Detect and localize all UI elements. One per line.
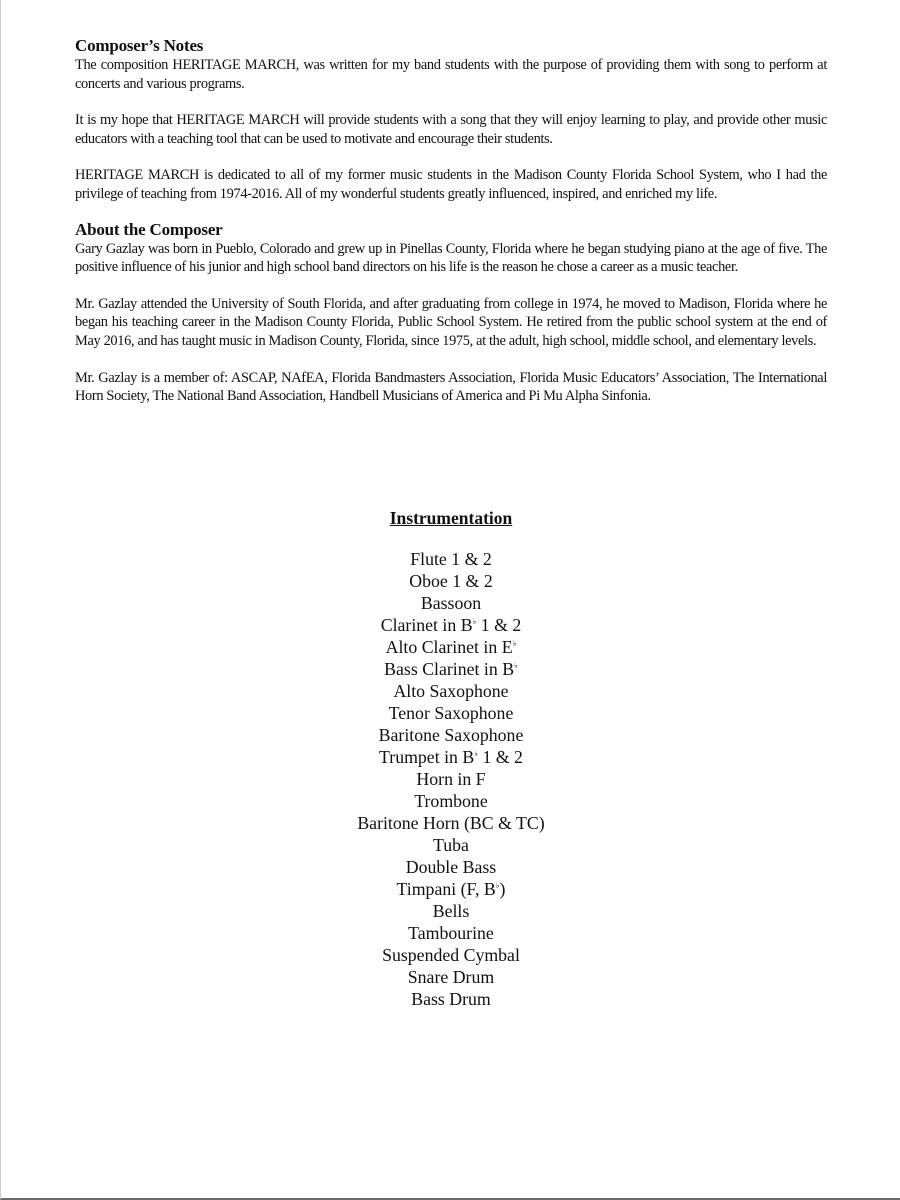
instrument-name: Alto Saxophone bbox=[393, 681, 509, 701]
instrument-name: Trombone bbox=[414, 791, 488, 811]
instrument-item bbox=[1, 724, 900, 746]
instrument-suffix: 1 & 2 bbox=[476, 615, 522, 635]
composers-notes-paragraph: HERITAGE MARCH is dedicated to all of my former music students in the Madison County Florida School System, who I had the privilege of teaching from 1974-2016. All of my wonderful students greatly influenced, inspired, and enriched my life. bbox=[75, 167, 827, 202]
flat-sign: ♭ bbox=[474, 749, 478, 758]
instrument-item bbox=[1, 680, 900, 702]
instrument-item bbox=[1, 988, 900, 1010]
instrumentation-title: Instrumentation bbox=[389, 508, 513, 528]
about-composer-paragraph: Gary Gazlay was born in Pueblo, Colorado and grew up in Pinellas County, Florida where he began studying piano at the age of five. The positive influence of his junior and high school band directors on his life is the reason he chose a career as a music teacher. bbox=[75, 240, 827, 276]
instrument-item bbox=[1, 834, 900, 856]
instrument-item bbox=[1, 900, 900, 922]
instrument-suffix: 1 & 2 bbox=[478, 747, 523, 767]
instrument-name: Timpani (F, B bbox=[396, 879, 496, 899]
instrument-item bbox=[1, 812, 900, 834]
instrument-item bbox=[1, 922, 900, 944]
about-composer-paragraph: Mr. Gazlay is a member of: ASCAP, NAfEA, Florida Bandmasters Association, Florida Music Educators’ Association, The International Horn Society, The National Band Association, Handbell Musicians of America and Pi Mu Alpha Sinfonia. bbox=[75, 369, 827, 405]
instrument-name: Oboe 1 & 2 bbox=[409, 571, 493, 591]
flat-sign: ♭ bbox=[514, 661, 518, 670]
instrument-name: Clarinet in B bbox=[380, 615, 473, 635]
instrument-item bbox=[1, 702, 900, 724]
instrument-name: Tuba bbox=[433, 835, 469, 855]
instrumentation-section bbox=[1, 506, 900, 1010]
instrument-name: Bass Drum bbox=[411, 989, 491, 1009]
instrument-item bbox=[1, 570, 900, 592]
instrument-item bbox=[1, 658, 900, 680]
flat-sign: ♭ bbox=[472, 617, 477, 626]
about-composer-paragraph: Mr. Gazlay attended the University of South Florida, and after graduating from college in 1974, he moved to Madison, Florida where he began his teaching career in the Madison County Florida, Public School System. He retired from the public school system at the end of May 2016, and has taught music in Madison County, Florida, since 1975, at the adult, high school, middle school, and elementary levels. bbox=[75, 295, 827, 349]
instrument-name: Bells bbox=[432, 901, 470, 921]
flat-sign: ♭ bbox=[512, 639, 517, 648]
instrument-name: Alto Clarinet in E bbox=[385, 637, 513, 657]
instrument-name: Bass Clarinet in B bbox=[384, 659, 515, 679]
instrument-name: Bassoon bbox=[420, 593, 482, 613]
instrument-item bbox=[1, 746, 900, 768]
instrument-item bbox=[1, 944, 900, 966]
instrument-name: Trumpet in B bbox=[379, 747, 475, 767]
composers-notes-heading: Composer’s Notes bbox=[75, 36, 204, 55]
composers-notes-paragraph: It is my hope that HERITAGE MARCH will provide students with a song that they will enjoy learning to play, and provide other music educators with a teaching tool that can be used to motivate and encourage their students. bbox=[75, 112, 827, 147]
instrument-name: Double Bass bbox=[405, 857, 497, 877]
instrument-item bbox=[1, 768, 900, 790]
instrument-name: Baritone Saxophone bbox=[378, 725, 524, 745]
composers-notes-paragraph: The composition HERITAGE MARCH, was written for my band students with the purpose of providing them with song to perform at concerts and various programs. bbox=[75, 57, 827, 92]
instrument-item bbox=[1, 592, 900, 614]
instrument-list bbox=[1, 548, 900, 1010]
instrument-item bbox=[1, 636, 900, 658]
instrument-item bbox=[1, 878, 900, 900]
instrument-name: Suspended Cymbal bbox=[382, 945, 520, 965]
text-body bbox=[75, 36, 827, 424]
instrument-item bbox=[1, 790, 900, 812]
instrument-name: Flute 1 & 2 bbox=[410, 549, 492, 569]
flat-sign: ♭ bbox=[495, 881, 500, 890]
about-composer-heading: About the Composer bbox=[75, 219, 223, 239]
instrument-item bbox=[1, 548, 900, 570]
instrument-name: Horn in F bbox=[416, 769, 486, 789]
instrument-name: Snare Drum bbox=[407, 967, 495, 987]
instrument-item bbox=[1, 614, 900, 636]
instrument-item bbox=[1, 856, 900, 878]
instrument-suffix: ) bbox=[499, 879, 506, 899]
instrument-name: Tambourine bbox=[408, 923, 494, 943]
instrument-name: Baritone Horn (BC & TC) bbox=[357, 813, 545, 833]
instrument-name: Tenor Saxophone bbox=[388, 703, 514, 723]
instrument-item bbox=[1, 966, 900, 988]
